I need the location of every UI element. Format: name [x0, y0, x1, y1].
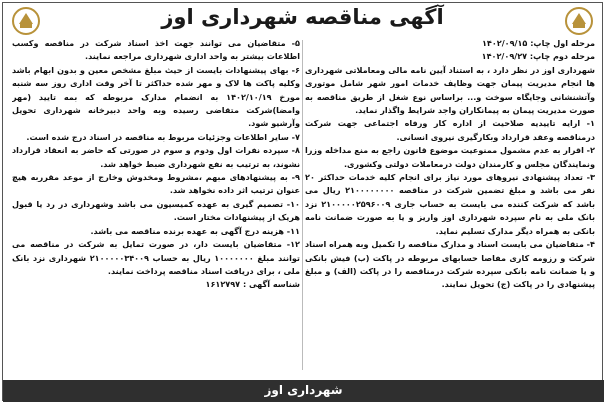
print-date-first: مرحله اول چاپ: ۱۴۰۲/۰۹/۱۵ — [481, 38, 595, 48]
clause-6: ۶- بهای پیشنهادات بایست از حیث مبلغ مشخص معین و بدون ابهام باشد وکلیه پاکت ها لاک و مهر شده حداکثر تا آخر وقت اداری روز سه شنبه مورخ ۱۴۰۲/۱۰/۱۹ به انضمام مدارک مربوطه که بمه تایید (مهر وامضا)شرکت متقاضی رسیده وبه واحد دبیرخانه شهرداری تحویل وآرشیو شود. — [12, 64, 300, 129]
clause-3: ۳- تعداد پیشنهادی نیروهای مورد نیاز برای انجام کلیه خدمات حداکثر ۲۰ نفر می باشد و مبلغ تضمین شرکت در مناقصه ۲۱۰۰۰۰۰۰۰۰ ریال می باشد که شرکت کننده می بایست به حساب جاری ۲۱۰۰۰۰۰۲۵۹۶۰۰۹ نزد بانک ملی به نام سپرده شهرداری اوز واریز و یا به صورت ضمانت نامه بانکی به همراه دیگر مدارک تسلیم نماید. — [305, 172, 595, 236]
clause-4: ۴- متقاضیان می بایست اسناد و مدارک مناقصه را تکمیل وبه همراه اسناد شرکت و رزومه کاری مفاصا حسابهای مربوطه در پاکت (ب) فیش بانکی و یا ضمانت نامه بانکی سپرده شرکت درمناقصه را در پاکت (الف) و مبلغ پیشنهادی را در پاکت (ج) تحویل نمایند. — [305, 239, 595, 290]
notice-intro: شهرداری اوز در نظر دارد ، به استناد آیین نامه مالی ومعاملاتی شهرداری ها انجام مدیریت پیمان جهت وظایف خدمات امور شهر شامل موتوری وآتشنشانی وجایگاه سوخت و... براساس نوع شغل از طریق مناقصه به صورت مدیریت پیمان به پیمانکاران واجد شرایط واگذار نماید. — [305, 64, 595, 116]
notice-header — [3, 3, 602, 35]
notice-left-column — [12, 37, 300, 367]
clause-5: ۵- متقاضیان می توانند جهت اخذ اسناد شرکت در مناقصه وکسب اطلاعات بیشتر به واحد اداری شهرداری مراجعه نمایند. — [12, 38, 300, 62]
clause-10: ۱۰- تصمیم گیری به عهده کمیسیون می باشد وشهرداری در رد یا قبول هریک از پیشنهادات مختار است. — [12, 198, 300, 223]
clause-12: ۱۲- متقاضیان بایست دار، در صورت تمایل به شرکت در مناقصه می توانند مبلغ ۱۰۰۰۰۰۰۰ ریال به حساب ۲۱۰۰۰۰۰۳۴۰۰۹ شهرداری نزد بانک ملی ، برای دریافت اسناد مناقصه پرداخت نمایند. — [12, 239, 300, 276]
clause-7: ۷- سایر اطلاعات وجزئیات مربوط به مناقصه در اسناد درج شده است. — [26, 131, 300, 142]
notice-right-column — [305, 37, 595, 367]
municipality-logo-icon — [562, 5, 596, 37]
notice-footer — [3, 380, 604, 402]
clause-11: ۱۱- هزینه درج آگهی به عهده برنده مناقصه می باشد. — [90, 225, 300, 236]
notice-title: آگهی مناقصه شهرداری اوز — [161, 5, 444, 29]
column-divider — [302, 40, 303, 370]
footer-label: شهرداری اوز — [264, 383, 343, 397]
clause-1: ۱- ارایه تاییدیه صلاحیت از اداره کار ورفاه اجتماعی جهت شرکت درمناقصه وعقد قرارداد وبکارگیری نیروی انسانی. — [305, 118, 595, 142]
print-date-second: مرحله دوم چاپ: ۱۴۰۲/۰۹/۲۷ — [481, 51, 595, 62]
clause-2: ۲- اقرار به عدم مشمول ممنوعیت موضوع قانون راجع به منع مداخله وزرا ونمایندگان مجلس و کارمندان دولت درمعاملات دولتی وکشوری. — [305, 145, 595, 169]
clause-9: ۹- به پیشنهادهای مبهم ،مشروط ومخدوش وخارج از موعد مقرربه هیچ عنوان ترتیب اثر داده نخواهد شد. — [12, 172, 300, 196]
clause-8: ۸- سپرده نفرات اول ودوم و سوم در صورتی که حاضر به انعقاد قرارداد نشوند، به ترتیب به نفع شهرداری ضبط خواهد شد. — [12, 145, 300, 169]
notice-id: شناسه آگهی : ۱۶۱۲۷۹۷ — [205, 279, 300, 290]
